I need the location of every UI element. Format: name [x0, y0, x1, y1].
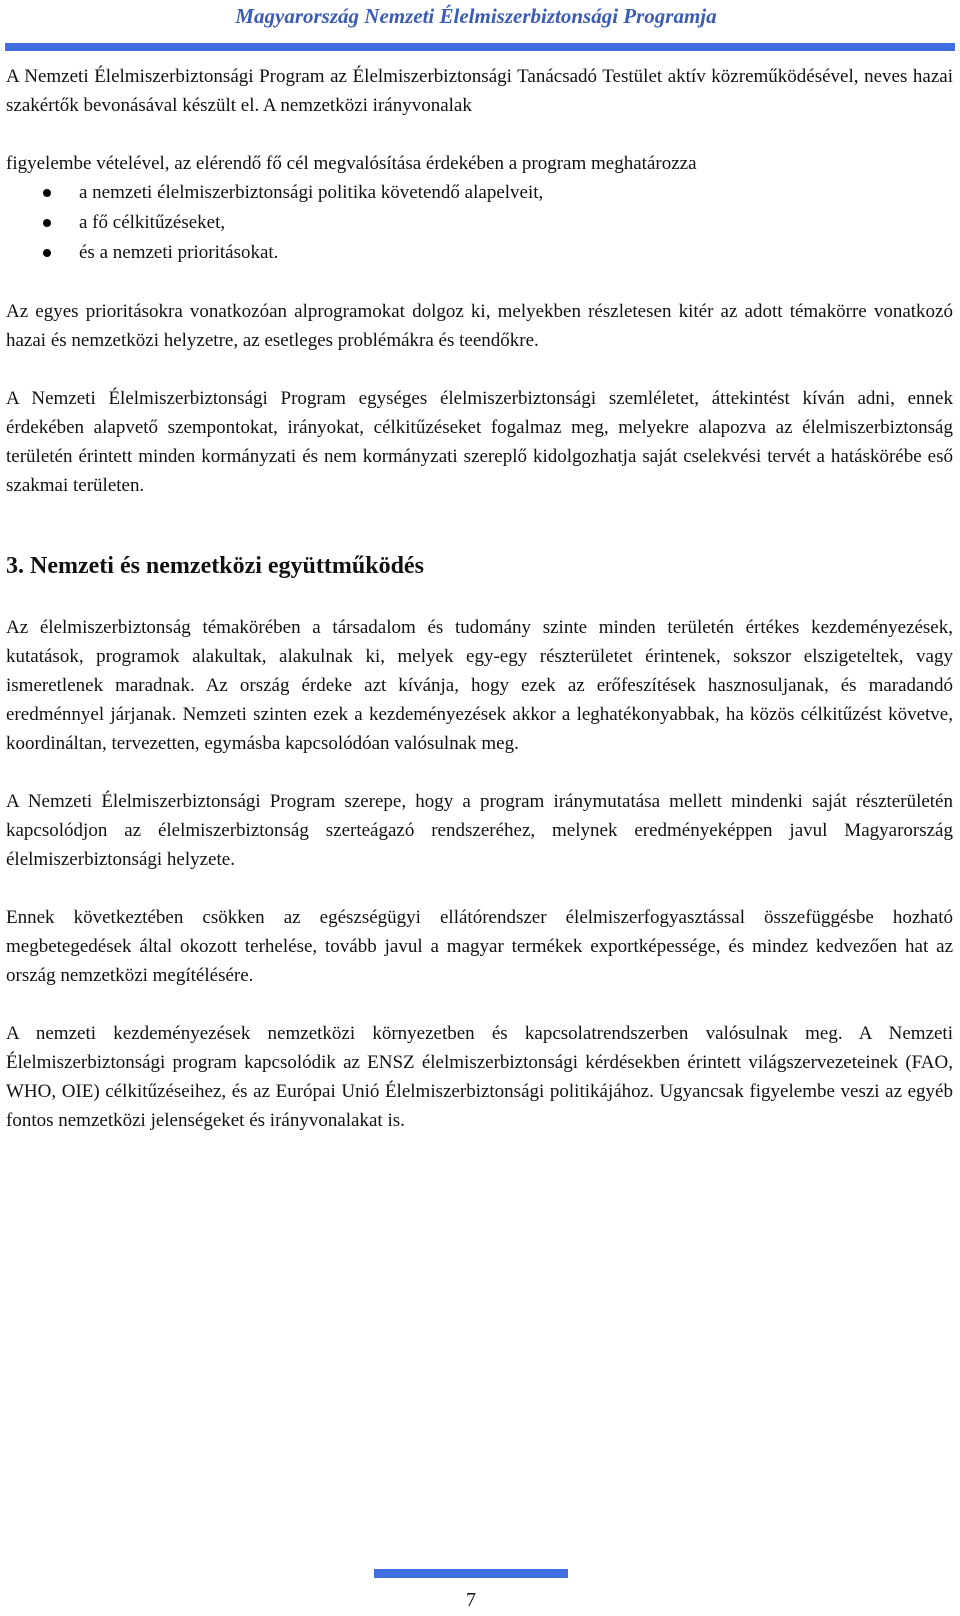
- page-header-title: Magyarország Nemzeti Élelmiszerbiztonsági Programja: [235, 4, 717, 28]
- intro-paragraph-continued: figyelembe vételével, az elérendő fő cél megvalósítása érdekében a program meghatározza: [6, 153, 697, 174]
- priority-list: [6, 178, 953, 268]
- intro-paragraph: A Nemzeti Élelmiszerbiztonsági Program az Élelmiszerbiztonsági Tanácsadó Testület aktív közreműködésével, neves hazai szakértők bevonásával készült el. A nemzetközi irányvonalak: [6, 66, 953, 116]
- list-item: a fő célkitűzéseket,: [6, 208, 953, 238]
- document-body: [6, 62, 953, 1135]
- page-number: 7: [466, 1589, 476, 1611]
- bullet-icon: [43, 189, 51, 197]
- list-item: a nemzeti élelmiszerbiztonsági politika követendő alapelveit,: [6, 178, 953, 208]
- international-paragraph: A nemzeti kezdeményezések nemzetközi környezetben és kapcsolatrendszerben valósulnak meg. A Nemzeti Élelmiszerbiztonsági program kapcsolódik az ENSZ élelmiszerbiztonsági kérdésekben érintett világszervezeteinek (FAO, WHO, OIE) célkitűzéseihez, és az Európai Unió Élelmiszerbiztonsági politikájához. Ugyancsak figyelembe veszi az egyéb fontos nemzetközi jelenségeket és irányvonalakat is.: [6, 1023, 953, 1131]
- program-role-paragraph: A Nemzeti Élelmiszerbiztonsági Program szerepe, hogy a program iránymutatása mellett mindenki saját részterületén kapcsolódjon az élelmiszerbiztonság szerteágazó rendszeréhez, melynek eredményeképpen javul Magyarország élelmiszerbiztonsági helyzete.: [6, 791, 953, 870]
- bullet-icon: [43, 219, 51, 227]
- cooperation-paragraph: Az élelmiszerbiztonság témakörében a társadalom és tudomány szinte minden területén értékes kezdeményezések, kutatások, programok alakultak, alakulnak ki, melyek egy-egy részterületet érintenek, sokszor elszigeteltek, vagy ismeretlenek maradnak. Az ország érdeke azt kívánja, hogy ezek az erőfeszítések hasznosuljanak, és maradandó eredménnyel járjanak. Nemzeti szinten ezek a kezdeményezések akkor a leghatékonyabbak, ha közös célkitűzést követve, koordináltan, tervezetten, egymásba kapcsolódóan valósulnak meg.: [6, 617, 953, 754]
- section-heading: 3. Nemzeti és nemzetközi együttműködés: [6, 553, 424, 579]
- header-divider: [5, 43, 955, 51]
- subprogram-paragraph: Az egyes prioritásokra vonatkozóan alprogramokat dolgoz ki, melyekben részletesen kitér az adott témakörre vonatkozó hazai és nemzetközi helyzetre, az esetleges problémákra és teendőkre.: [6, 301, 953, 351]
- list-item: és a nemzeti prioritásokat.: [6, 238, 953, 268]
- bullet-icon: [43, 249, 51, 257]
- program-approach-paragraph: A Nemzeti Élelmiszerbiztonsági Program egységes élelmiszerbiztonsági szemléletet, áttekintést kíván adni, ennek érdekében alapvető szempontokat, irányokat, célkitűzéseket fogalmaz meg, melyekre alapozva az élelmiszerbiztonság területén érintett minden kormányzati és nem kormányzati szereplő kidolgozhatja saját cselekvési tervét a hatáskörébe eső szakmai területen.: [6, 388, 953, 496]
- consequences-paragraph: Ennek következtében csökken az egészségügyi ellátórendszer élelmiszerfogyasztással összefüggésbe hozható megbetegedések által okozott terhelése, tovább javul a magyar termékek exportképessége, és mindez kedvezően hat az ország nemzetközi megítélésére.: [6, 907, 953, 986]
- footer-divider: [374, 1569, 568, 1578]
